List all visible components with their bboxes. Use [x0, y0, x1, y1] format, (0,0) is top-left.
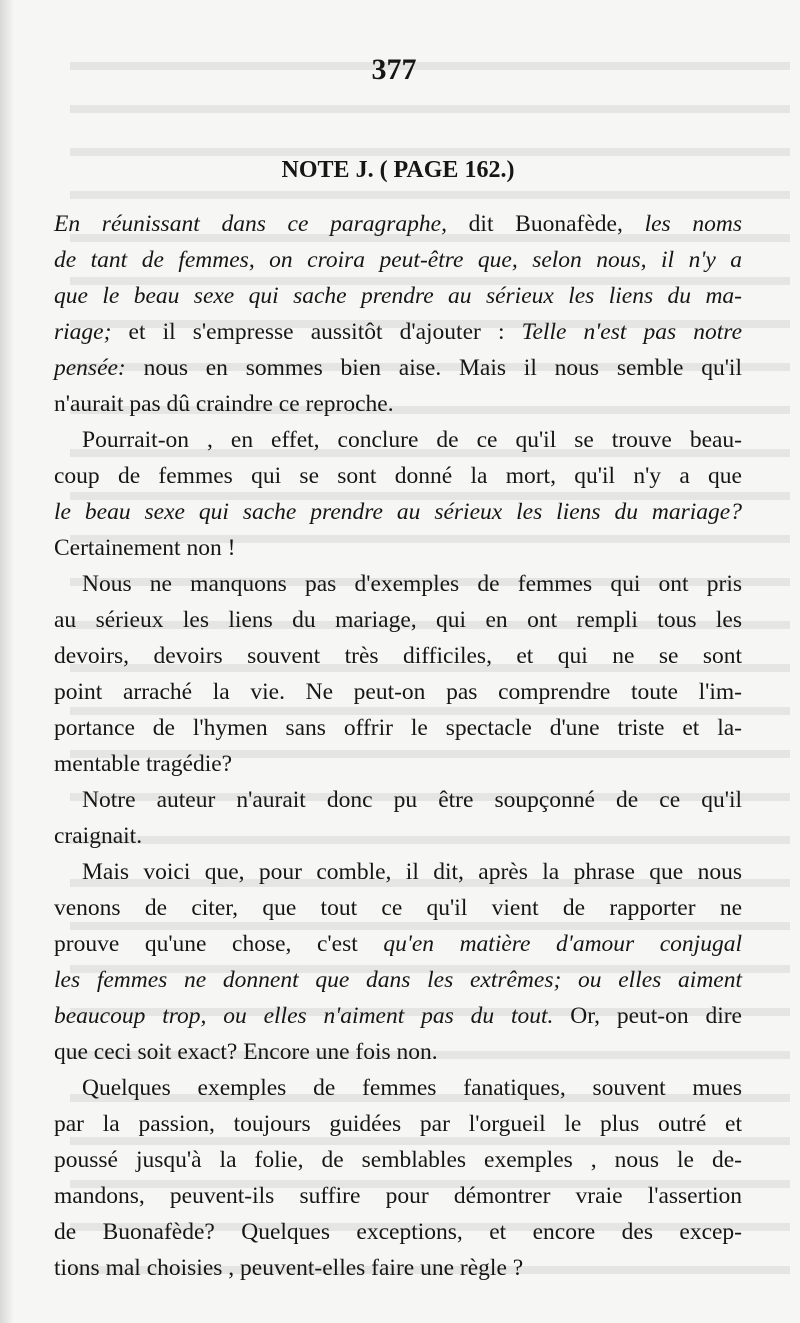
text-line: [54, 602, 742, 638]
text-segment: tions mal choisies , peuvent-elles faire une règle ?: [54, 1255, 524, 1281]
text-line: [54, 926, 742, 962]
text-line: [54, 494, 742, 530]
text-line: [54, 206, 742, 242]
text-line: [54, 1178, 742, 1214]
text-line: [54, 818, 742, 854]
text-segment: n'aurait pas dû craindre ce reproche.: [54, 391, 394, 417]
paragraph: [54, 854, 742, 1070]
italic-segment: Telle n'est pas notre: [521, 319, 743, 345]
text-line: [54, 242, 742, 278]
paragraph: [54, 566, 742, 782]
paragraph: [54, 782, 742, 854]
text-line: [54, 1142, 742, 1178]
text-line: [54, 314, 742, 350]
page-number: 377: [371, 53, 417, 86]
text-segment: coup de femmes qui se sont donné la mort, qu'il n'y a que: [54, 463, 742, 489]
page-text: [54, 40, 742, 1286]
text-line: [54, 962, 742, 998]
text-segment: point arraché la vie. Ne peut-on pas comprendre toute l'im-: [54, 679, 742, 705]
paragraph: [54, 422, 742, 566]
paragraph: [54, 206, 742, 422]
text-line: [54, 638, 742, 674]
text-line: [54, 1250, 742, 1286]
text-line: [54, 854, 742, 890]
text-line: [54, 998, 742, 1034]
text-segment: par la passion, toujours guidées par l'orgueil le plus outré et: [54, 1111, 742, 1137]
text-line: [54, 746, 742, 782]
text-segment: dit Buonafède,: [468, 211, 645, 237]
text-line: [54, 1034, 742, 1070]
body-paragraphs: [54, 206, 742, 1286]
italic-segment: riage;: [54, 319, 129, 345]
italic-segment: que le beau sexe qui sache prendre au sérieux les liens du ma-: [54, 283, 742, 309]
text-segment: Pourrait-on , en effet, conclure de ce qu'il se trouve beau-: [82, 427, 742, 453]
text-segment: et il s'empresse aussitôt d'ajouter :: [128, 319, 522, 345]
text-segment: devoirs, devoirs souvent très difficiles, et qui ne se sont: [54, 643, 742, 669]
text-line: [54, 890, 742, 926]
text-line: [54, 1106, 742, 1142]
text-line: [54, 458, 742, 494]
text-segment: Quelques exemples de femmes fanatiques, souvent mues: [82, 1075, 742, 1101]
text-segment: Nous ne manquons pas d'exemples de femmes qui ont pris: [82, 571, 742, 597]
text-segment: nous en sommes bien aise. Mais il nous semble qu'il: [143, 355, 742, 381]
text-line: [54, 386, 742, 422]
text-line: [54, 350, 742, 386]
italic-segment: de tant de femmes, on croira peut-être que, selon nous, il n'y a: [54, 247, 742, 273]
italic-segment: les femmes ne donnent que dans les extrêmes; ou elles aiment: [54, 967, 742, 993]
text-line: [54, 278, 742, 314]
page-gutter-shadow: [0, 0, 14, 1323]
text-segment: Certainement non !: [54, 535, 236, 561]
text-segment: venons de citer, que tout ce qu'il vient de rapporter ne: [54, 895, 742, 921]
text-line: [54, 674, 742, 710]
italic-segment: pensée:: [54, 355, 144, 381]
text-segment: craignait.: [54, 823, 143, 849]
italic-segment: qu'en matière d'amour conjugal: [383, 931, 742, 957]
text-line: [54, 1070, 742, 1106]
text-segment: que ceci soit exact? Encore une fois non.: [54, 1039, 438, 1065]
text-segment: mandons, peuvent-ils suffire pour démontrer vraie l'assertion: [54, 1183, 742, 1209]
text-line: [54, 566, 742, 602]
text-segment: mentable tragédie?: [54, 751, 233, 777]
text-line: [54, 782, 742, 818]
text-segment: de Buonafède? Quelques exceptions, et encore des excep-: [54, 1219, 742, 1245]
text-segment: Notre auteur n'aurait donc pu être soupçonné de ce qu'il: [82, 787, 742, 813]
text-segment: Or, peut-on dire: [570, 1003, 742, 1029]
text-line: [54, 710, 742, 746]
text-line: [54, 1214, 742, 1250]
note-title: NOTE J. ( PAGE 162.): [281, 157, 515, 183]
text-line: [54, 530, 742, 566]
text-segment: poussé jusqu'à la folie, de semblables exemples , nous le de-: [54, 1147, 742, 1173]
italic-segment: En réunissant dans ce paragraphe,: [54, 211, 469, 237]
text-segment: portance de l'hymen sans offrir le spectacle d'une triste et la-: [54, 715, 742, 741]
italic-segment: les noms: [644, 211, 742, 237]
paragraph: [54, 1070, 742, 1286]
text-segment: prouve qu'une chose, c'est: [54, 931, 384, 957]
italic-segment: beaucoup trop, ou elles n'aiment pas du tout.: [54, 1003, 571, 1029]
text-line: [54, 422, 742, 458]
text-segment: Mais voici que, pour comble, il dit, après la phrase que nous: [82, 859, 742, 885]
text-segment: au sérieux les liens du mariage, qui en ont rempli tous les: [54, 607, 742, 633]
italic-segment: le beau sexe qui sache prendre au sérieux les liens du mariage?: [54, 499, 742, 525]
